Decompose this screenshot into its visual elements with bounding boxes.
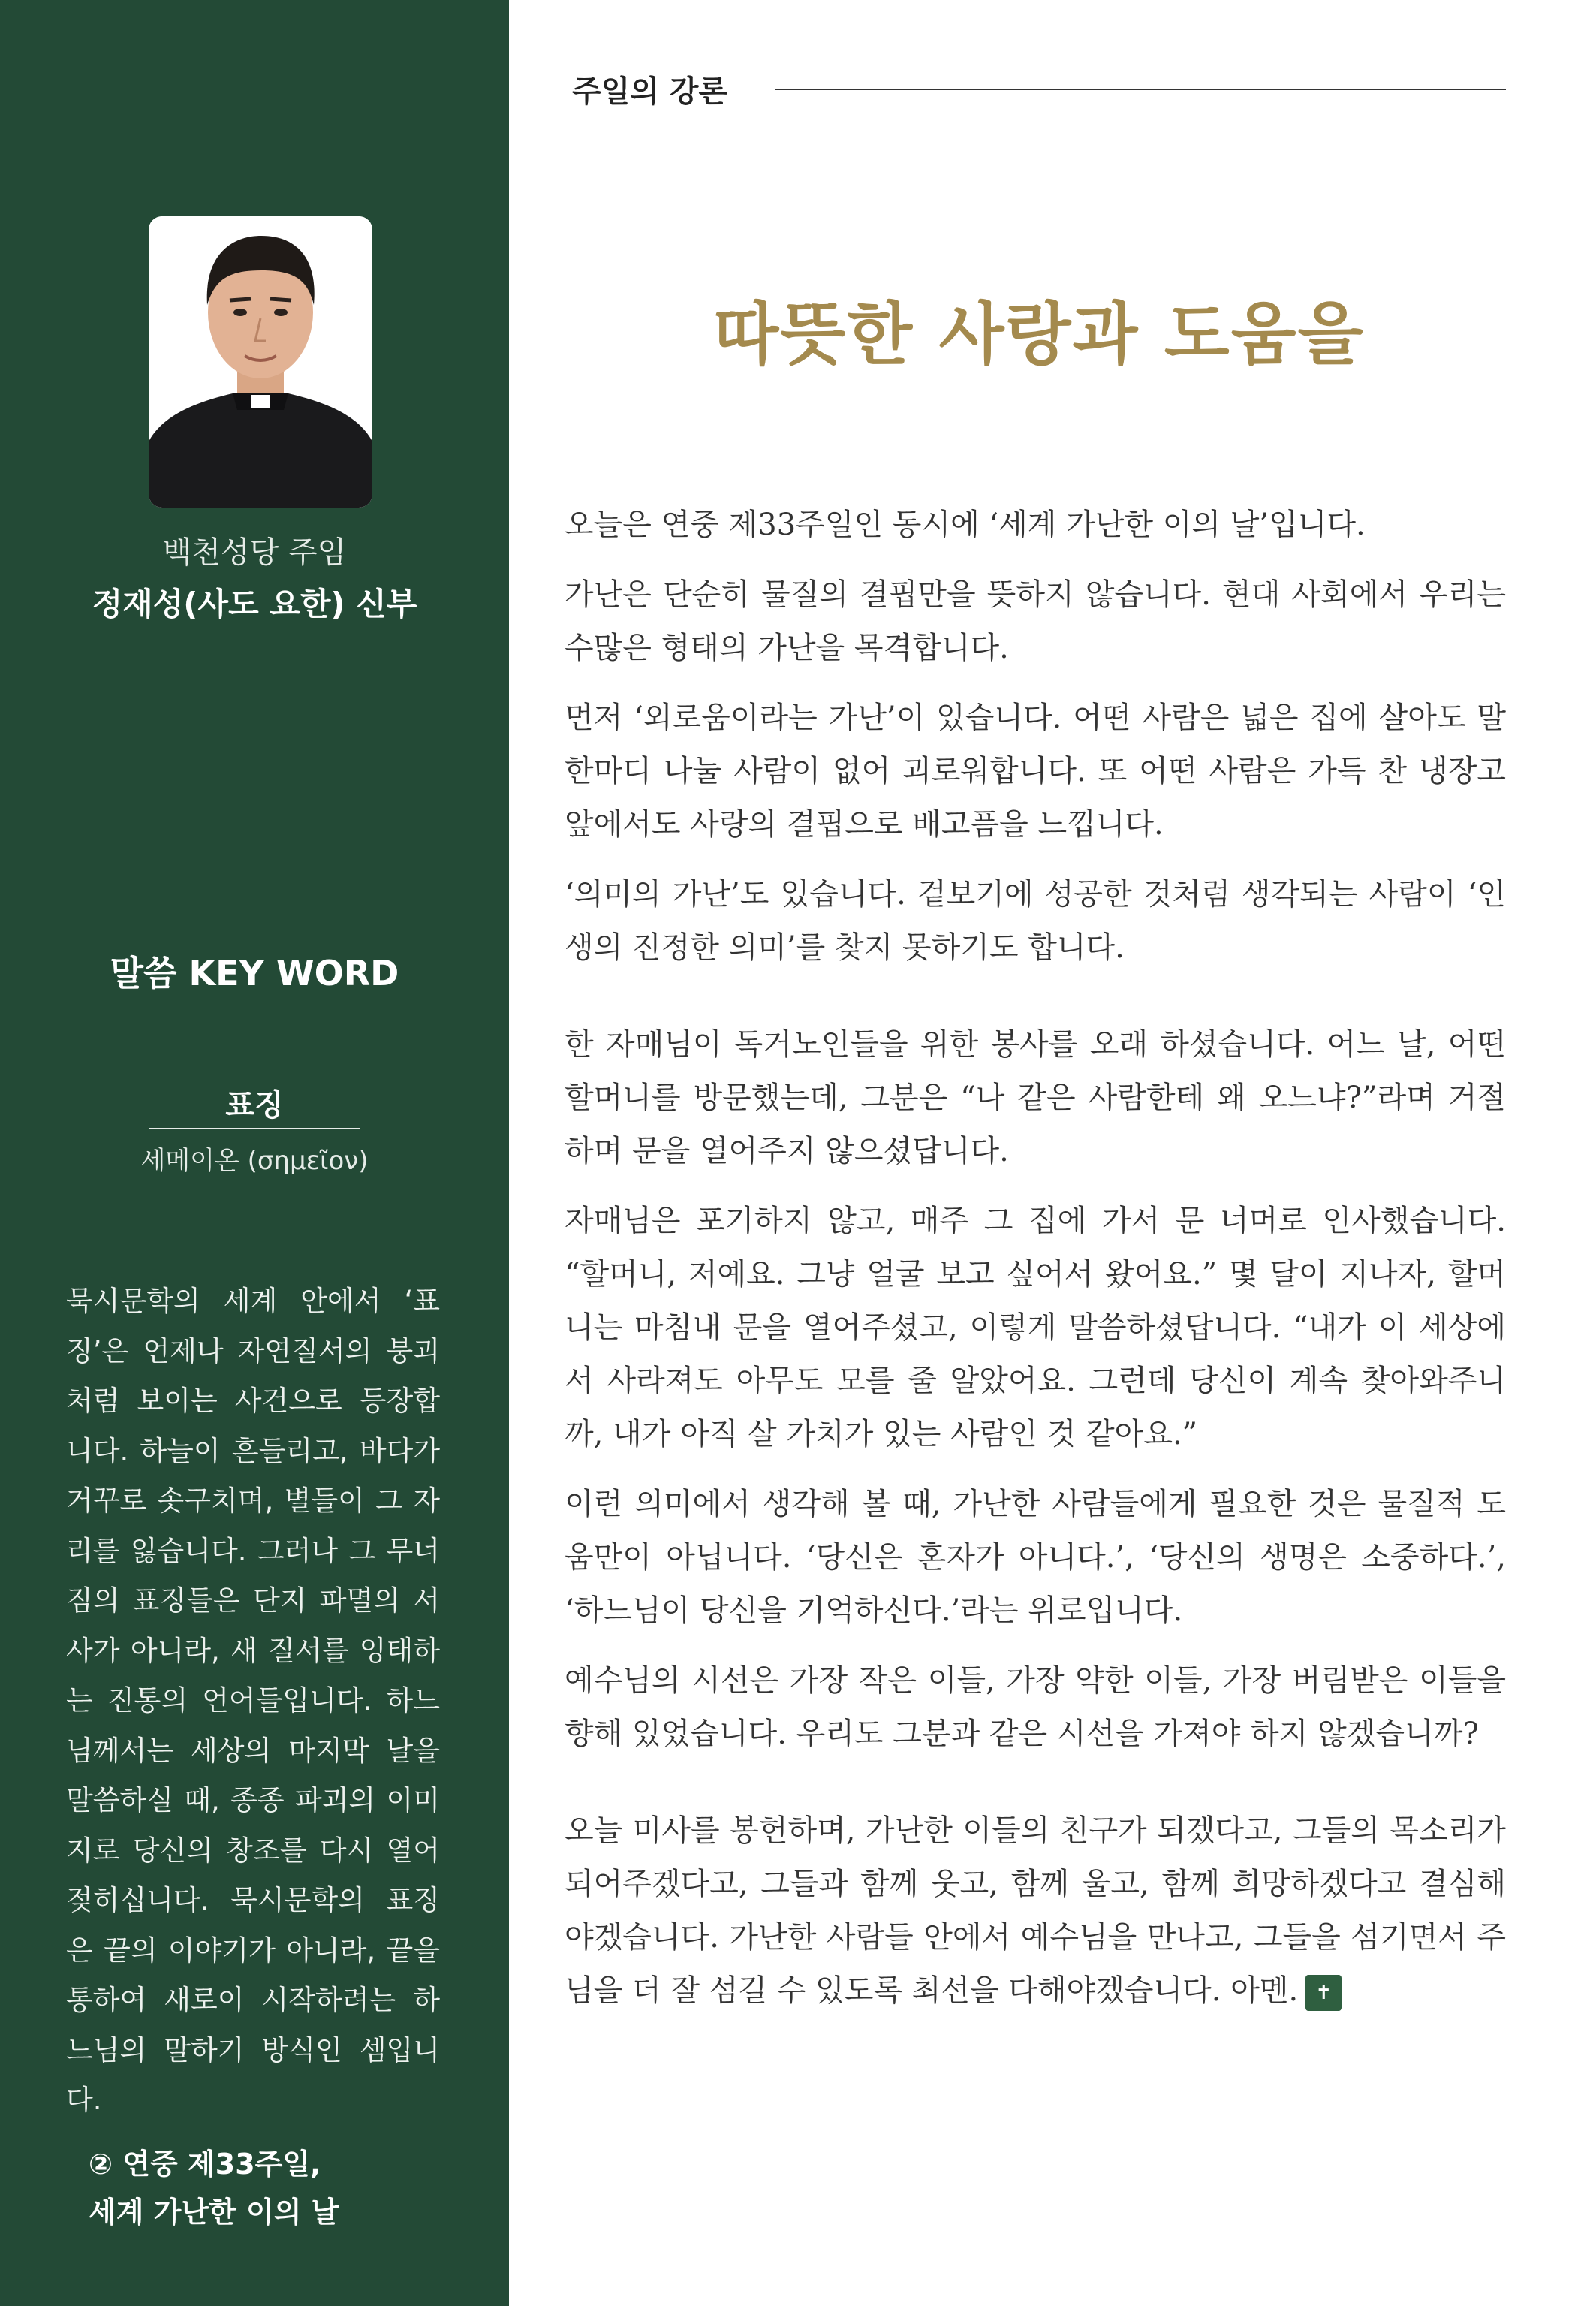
section-divider xyxy=(775,89,1506,90)
paragraph: 가난은 단순히 물질의 결핍만을 뜻하지 않습니다. 현대 사회에서 우리는 수많은 형태의 가난을 목격합니다. xyxy=(565,577,1506,665)
liturgical-day xyxy=(89,2140,479,2236)
paragraph: 오늘은 연중 제33주일인 동시에 ‘세계 가난한 이의 날’입니다. xyxy=(565,508,1366,542)
paragraph-final xyxy=(565,1804,1506,2018)
paragraph: ‘의미의 가난’도 있습니다. 겉보기에 성공한 것처럼 생각되는 사람이 ‘인생의 진정한 의미’를 찾지 못하기도 합니다. xyxy=(565,877,1506,965)
keyword-term: 표징 xyxy=(225,1088,284,1123)
keyword-original: 세메이온 (σημεῖον) xyxy=(140,1146,369,1176)
keyword-description: 묵시문학의 세계 안에서 ‘표징’은 언제나 자연질서의 붕괴처럼 보이는 사건으로 등장합니다. 하늘이 흔들리고, 바다가 거꾸로 솟구치며, 별들이 그 자리를 잃습니다. 그러나 그 무너짐의 표징들은 단지 파멸의 서사가 아니라, 새 질서를 잉태하는 진통의 언어들입니다. 하느님께서는 세상의 마지막 날을 말씀하실 때, 종종 파괴의 이미지로 당신의 창조를 다시 열어젖히십니다. 묵시문학의 표징은 끝의 이야기가 아니라, 끝을 통하여 새로이 시작하려는 하느님의 말하기 방식인 셈입니다. xyxy=(66,1285,440,2116)
paragraph: 자매님은 포기하지 않고, 매주 그 집에 가서 문 너머로 인사했습니다. “할머니, 저예요. 그냥 얼굴 보고 싶어서 왔어요.” 몇 달이 지나자, 할머니는 마침내 문을 열어주셨고, 이렇게 말씀하셨답니다. “내가 이 세상에서 사라져도 아무도 모를 줄 알았어요. 그런데 당신이 계속 찾아와주니까, 내가 아직 살 가치가 있는 사람인 것 같아요.” xyxy=(565,1204,1506,1451)
paragraph: 예수님의 시선은 가장 작은 이들, 가장 약한 이들, 가장 버림받은 이들을 향해 있었습니다. 우리도 그분과 같은 시선을 가져야 하지 않겠습니까? xyxy=(565,1663,1506,1751)
section-label: 주일의 강론 xyxy=(572,74,728,109)
author-portrait xyxy=(149,216,372,508)
keyword-heading: 말씀 KEY WORD xyxy=(110,953,399,993)
final-paragraph-text: 오늘 미사를 봉헌하며, 가난한 이들의 친구가 되겠다고, 그들의 목소리가 되어주겠다고, 그들과 함께 웃고, 함께 울고, 함께 희망하겠다고 결심해야겠습니다. 가난한 사람들 안에서 예수님을 만나고, 그들을 섬기면서 주님을 더 잘 섬길 수 있도록 최선을 다해야겠습니다. 아멘. xyxy=(565,1813,1506,2008)
liturgical-day-line-1: ② 연중 제33주일, xyxy=(89,2148,321,2181)
portrait-image xyxy=(149,216,372,508)
homily-body xyxy=(565,499,1506,2034)
keyword-divider xyxy=(149,1128,360,1129)
author-parish: 백천성당 주임 xyxy=(162,535,347,570)
paragraph: 먼저 ‘외로움이라는 가난’이 있습니다. 어떤 사람은 넓은 집에 살아도 말 한마디 나눌 사람이 없어 괴로워합니다. 또 어떤 사람은 가득 찬 냉장고 앞에서도 사랑의 결핍으로 배고픔을 느낍니다. xyxy=(565,701,1506,842)
homily-title: 따뜻한 사랑과 도움을 xyxy=(713,294,1365,374)
sidebar xyxy=(0,0,509,2306)
paragraph: 이런 의미에서 생각해 볼 때, 가난한 사람들에게 필요한 것은 물질적 도움만이 아닙니다. ‘당신은 혼자가 아니다.’, ‘당신의 생명은 소중하다.’, ‘하느님이 당신을 기억하신다.’라는 위로입니다. xyxy=(565,1487,1506,1628)
author-name: 정재성(사도 요한) 신부 xyxy=(92,586,417,622)
liturgical-day-line-2: 세계 가난한 이의 날 xyxy=(89,2196,339,2229)
paragraph: 한 자매님이 독거노인들을 위한 봉사를 오래 하셨습니다. 어느 날, 어떤 할머니를 방문했는데, 그분은 “나 같은 사람한테 왜 오느냐?”라며 거절하며 문을 열어주지 않으셨답니다. xyxy=(565,1027,1506,1168)
end-mark-icon: ✝ xyxy=(1305,1975,1342,2011)
